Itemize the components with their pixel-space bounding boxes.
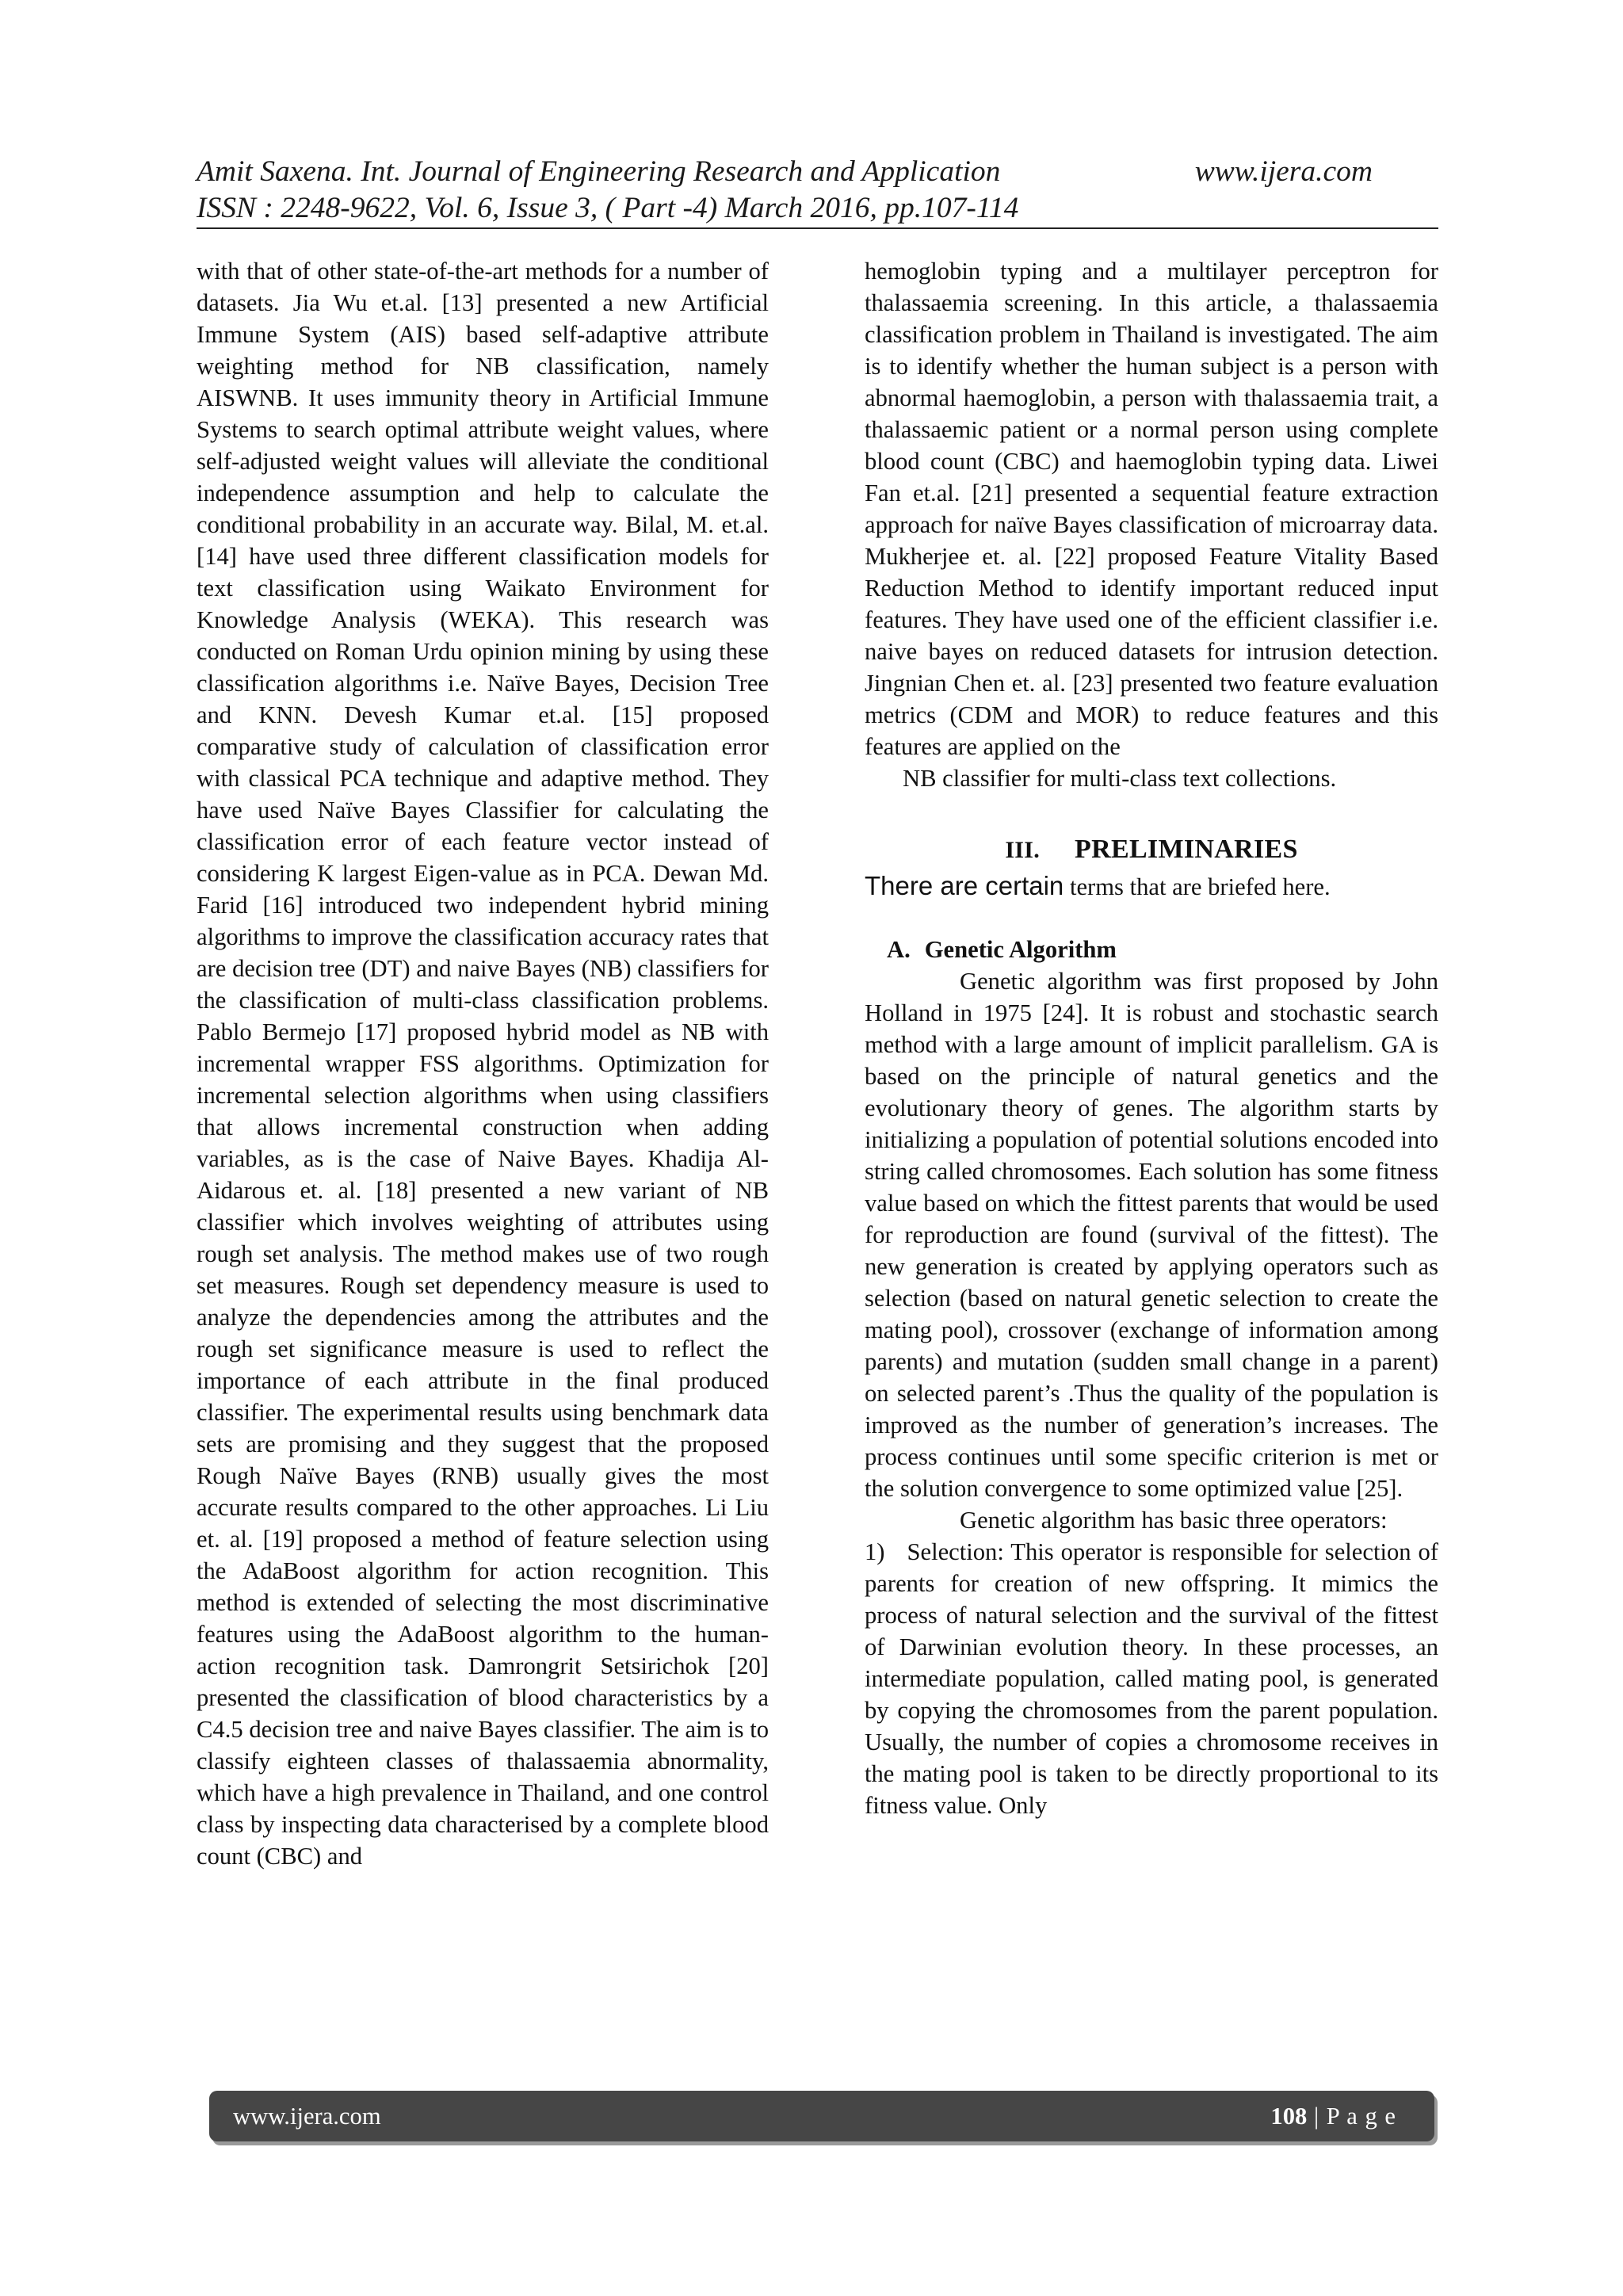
section-intro-start: There are certain [865, 871, 1064, 900]
body-paragraph: hemoglobin typing and a multilayer perceptron for thalassaemia screening. In this article, a thalassaemia classification problem in Thailand is investigated. The aim is to identify whether the human subject is a person with abnormal haemoglobin, a person with thalassaemia trait, a thalassaemic patient or a normal person using complete blood count (CBC) and haemoglobin typing data. Liwei Fan et.al. [21] presented a sequential feature extraction approach for naïve Bayes classification of microarray data. Mukherjee et. al. [22] proposed Feature Vitality Based Reduction Method to identify important reduced input features. They have used one of the efficient classifier i.e. naive bayes on reduced datasets for intrusion detection. Jingnian Chen et. al. [23] presented two feature evaluation metrics (CDM and MOR) to reduce features and this features are applied on the [865, 258, 1438, 760]
page-number-label [1270, 2103, 1396, 2130]
section-intro [865, 869, 1438, 904]
subsection-heading [865, 934, 1438, 965]
section-number: III. [1005, 837, 1041, 863]
subsection-title: Genetic Algorithm [924, 936, 1117, 963]
header-website-link[interactable]: www.ijera.com [1194, 155, 1373, 188]
section-title: PRELIMINARIES [1075, 835, 1298, 864]
header-divider [197, 227, 1438, 229]
page-label: | P a g e [1307, 2102, 1396, 2130]
footer-website-link[interactable]: www.ijera.com [233, 2102, 381, 2130]
body-paragraph: Genetic algorithm was first proposed by John Holland in 1975 [24]. It is robust and stochastic search method with a large amount of implicit parallelism. GA is based on the principle of natural genetics and the evolutionary theory of genes. The algorithm starts by initializing a population of potential solutions encoded into string called chromosomes. Each solution has some fitness value based on which the fittest parents that would be used for reproduction are found (survival of the fittest). The new generation is created by applying operators such as selection (based on natural genetic selection to create the mating pool), crossover (exchange of information among parents) and mutation (sudden small change in a parent) on selected parent’s .Thus the quality of the population is improved as the number of generation’s increases. The process continues until some specific criterion is met or the solution convergence to some optimized value [25]. [865, 968, 1438, 1502]
body-paragraph: NB classifier for multi-class text collections. [903, 765, 1337, 792]
body-paragraph: with that of other state-of-the-art methods for a number of datasets. Jia Wu et.al. [13] presented a new Artificial Immune System (AIS) based self-adaptive attribute weighting method for NB classification, namely AISWNB. It uses immunity theory in Artificial Immune Systems to search optimal attribute weight values, where self-adjusted weight values will alleviate the conditional independence assumption and help to calculate the conditional probability in an accurate way. Bilal, M. et.al. [14] have used three different classification models for text classification using Waikato Environment for Knowledge Analysis (WEKA). This research was conducted on Roman Urdu opinion mining by using these classification algorithms i.e. Naïve Bayes, Decision Tree and KNN. Devesh Kumar et.al. [15] proposed comparative study of calculation of classification error with classical PCA technique and adaptive method. They have used Naïve Bayes Classifier for calculating the classification error of each feature vector instead of considering K largest Eigen-value as in PCA. Dewan Md. Farid [16] introduced two independent hybrid mining algorithms to improve the classification accuracy rates that are decision tree (DT) and naive Bayes (NB) classifiers for the classification of multi-class classification problems. Pablo Bermejo [17] proposed hybrid model as NB with incremental wrapper FSS algorithms. Optimization for incremental selection algorithms when using classifiers that allows incremental construction when adding variables, as is the case of Naive Bayes. Khadija Al-Aidarous et. al. [18] presented a new variant of NB classifier which involves weighting of attributes using rough set analysis. The method makes use of two rough set measures. Rough set dependency measure is used to analyze the dependencies among the attributes and the rough set significance measure is used to reflect the importance of each attribute in the final produced classifier. The experimental results using benchmark data sets are promising and they suggest that the proposed Rough Naïve Bayes (RNB) usually gives the most accurate results compared to the other approaches. Li Liu et. al. [19] proposed a method of feature selection using the AdaBoost algorithm for action recognition. This method is extended of selecting the most discriminative features using the AdaBoost algorithm to the human-action recognition task. Damrongrit Setsirichok [20] presented the classification of blood characteristics by a C4.5 decision tree and naive Bayes classifier. The aim is to classify eighteen classes of thalassaemia abnormality, which have a high prevalence in Thailand, and one control class by inspecting data characterised by a complete blood count (CBC) and [197, 258, 769, 1870]
section-intro-end: terms that are briefed here. [1064, 873, 1331, 900]
page-footer [209, 2091, 1434, 2141]
left-column [197, 255, 769, 1872]
list-item-number: 1) [865, 1538, 885, 1565]
list-item [865, 1536, 1438, 1821]
header-issn-line: ISSN : 2248-9622, Vol. 6, Issue 3, ( Part -4) March 2016, pp.107-114 [197, 192, 1019, 224]
page-number: 108 [1270, 2102, 1308, 2130]
list-item-text: Selection: This operator is responsible for selection of parents for creation of new offspring. It mimics the process of natural selection and the survival of the fittest of Darwinian evolution theory. In these processes, an intermediate population, called mating pool, is generated by copying the chromosomes from the parent population. Usually, the number of copies a chromosome receives in the mating pool is taken to be directly proportional to its fitness value. Only [865, 1538, 1438, 1819]
subsection-letter: A. [887, 936, 911, 963]
body-paragraph: Genetic algorithm has basic three operators: [960, 1507, 1388, 1534]
right-column [865, 255, 1438, 1821]
running-header [197, 154, 1438, 227]
header-citation: Amit Saxena. Int. Journal of Engineering Research and Application [197, 155, 1001, 188]
section-heading [865, 832, 1438, 868]
